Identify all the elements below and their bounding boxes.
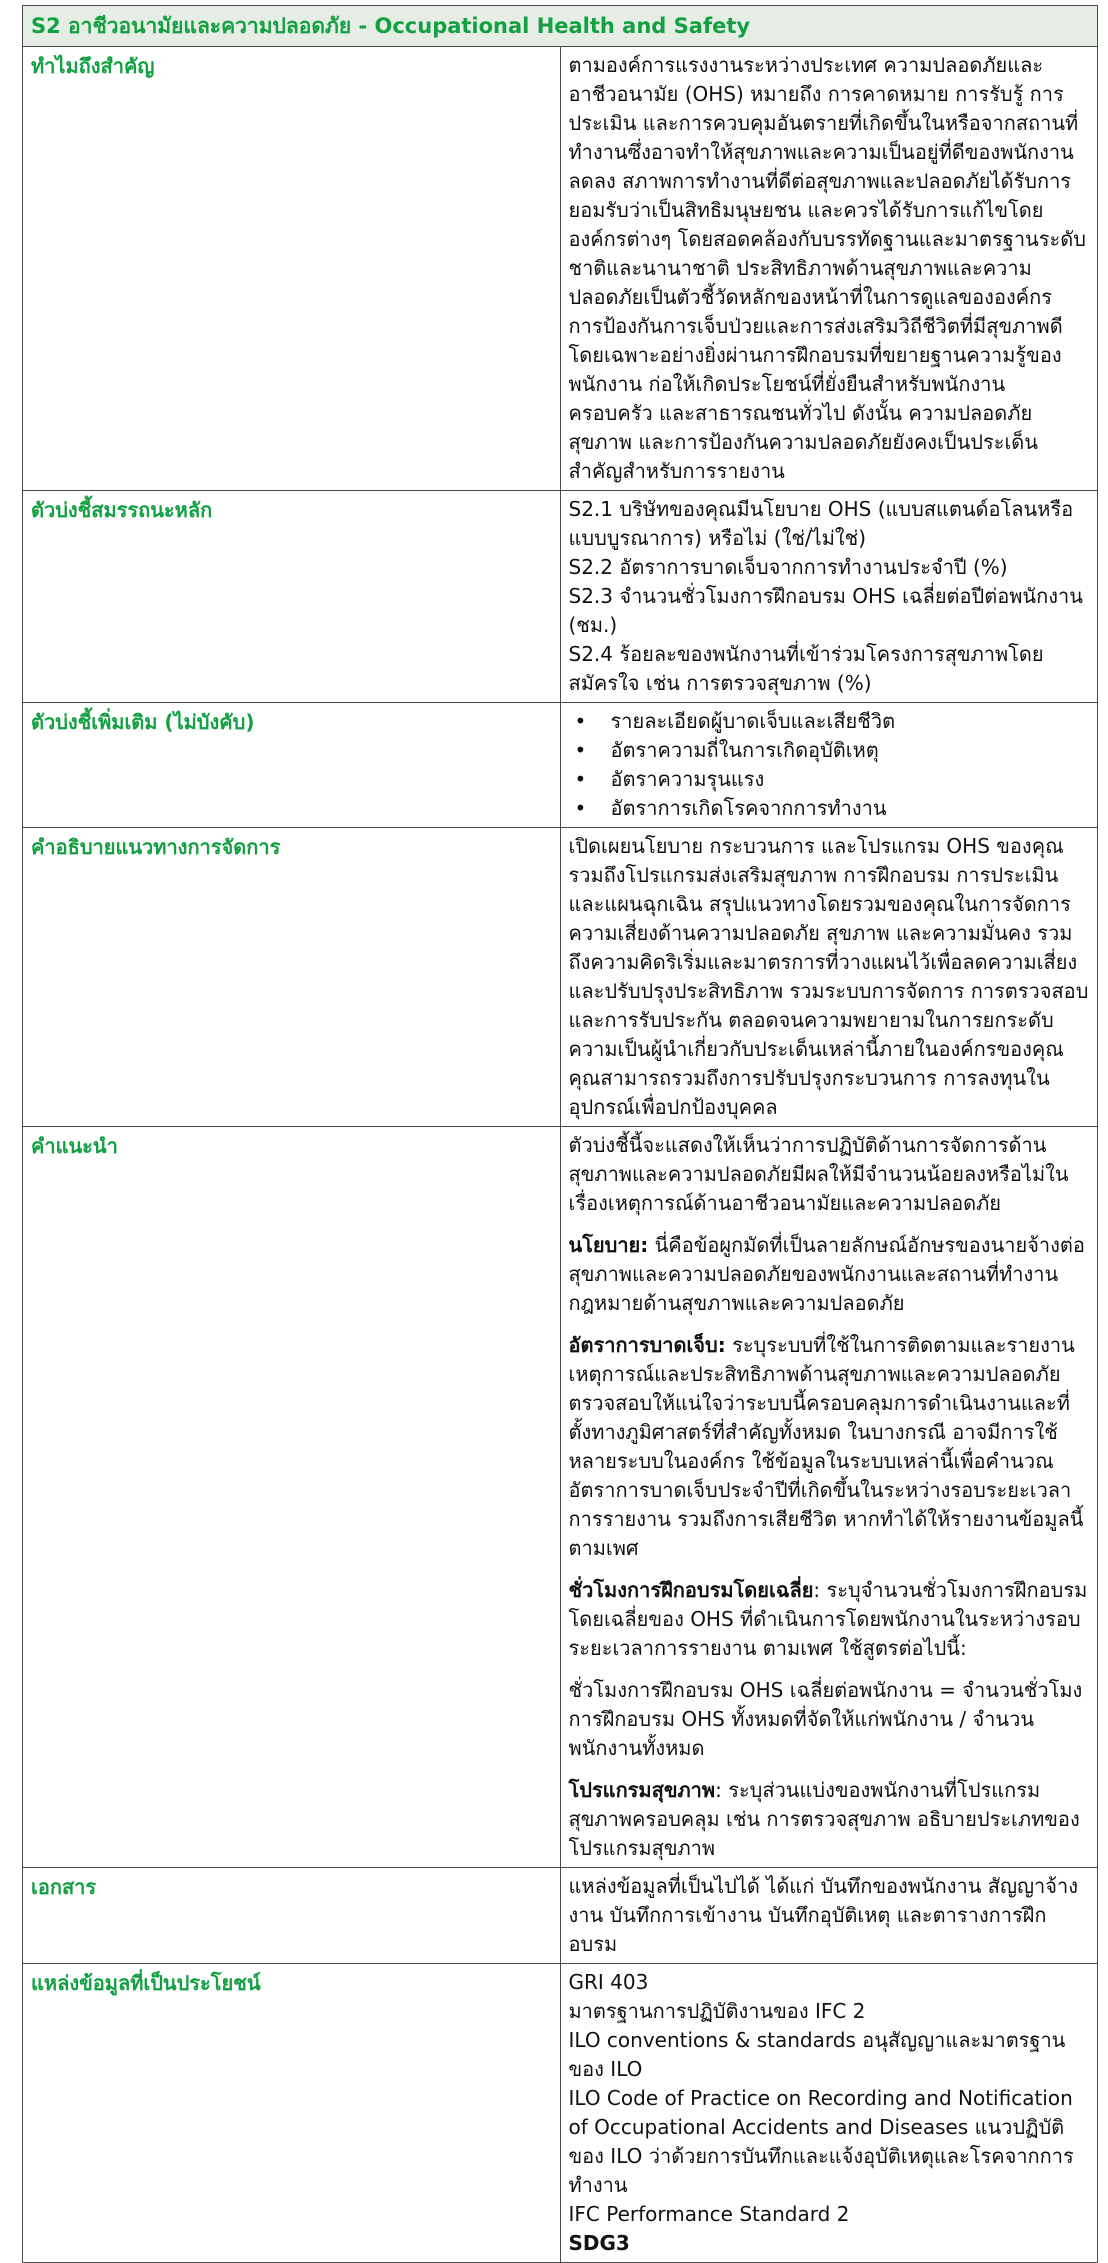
guidance-wellness — [569, 1776, 1090, 1863]
label-core-indicators: ตัวบ่งชี้สมรรถนะหลัก — [23, 491, 561, 703]
content-additional-indicators — [560, 703, 1098, 828]
row-guidance — [23, 1127, 1098, 1868]
wellness-term: โปรแกรมสุขภาพ — [568, 1778, 716, 1802]
additional-indicator-text: อัตราความถี่ในการเกิดอุบัติเหตุ — [610, 738, 879, 762]
content-guidance — [560, 1127, 1098, 1868]
training-hours-text: : ระบุจำนวนชั่วโมงการฝึกอบรมโดยเฉลี่ยของ OHS ที่ดำเนินการโดยพนักงานในระหว่างรอบระยะเวลาการรายงาน ตามเพศ ใช้สูตรต่อไปนี้: — [568, 1578, 1088, 1660]
wellness-text: : ระบุส่วนแบ่งของพนักงานที่โปรแกรมสุขภาพครอบคลุม เช่น การตรวจสุขภาพ อธิบายประเภทของโปรแกรมสุขภาพ — [568, 1778, 1080, 1860]
row-management-approach — [23, 828, 1098, 1127]
additional-indicator-list — [569, 707, 1090, 823]
label-documents: เอกสาร — [23, 1868, 561, 1964]
core-indicator-s2-3: S2.3 จำนวนชั่วโมงการฝึกอบรม OHS เฉลี่ยต่อปีต่อพนักงาน (ชม.) — [568, 584, 1083, 637]
injury-rate-term: อัตราการบาดเจ็บ: — [568, 1333, 726, 1357]
bullet-icon: • — [574, 709, 587, 733]
guidance-policy — [569, 1231, 1090, 1318]
guidance-formula: ชั่วโมงการฝึกอบรม OHS เฉลี่ยต่อพนักงาน = จำนวนชั่วโมงการฝึกอบรม OHS ทั้งหมดที่จัดให้แก่พนักงาน / จำนวนพนักงานทั้งหมด — [568, 1678, 1083, 1760]
resource-item: GRI 403 — [568, 1970, 649, 1994]
bullet-icon: • — [574, 738, 587, 762]
policy-term: นโยบาย: — [568, 1233, 649, 1257]
document-page — [22, 5, 1098, 2263]
policy-text: นี่คือข้อผูกมัดที่เป็นลายลักษณ์อักษรของนายจ้างต่อสุขภาพและความปลอดภัยของพนักงานและสถานที่ทำงาน กฎหมายด้านสุขภาพและความปลอดภัย — [568, 1233, 1085, 1315]
row-why-important — [23, 47, 1098, 491]
resource-item-sdg: SDG3 — [568, 2231, 630, 2255]
content-useful-resources — [560, 1964, 1098, 2263]
additional-indicator-text: รายละเอียดผู้บาดเจ็บและเสียชีวิต — [610, 709, 896, 733]
content-documents — [560, 1868, 1098, 1964]
core-indicator-s2-2: S2.2 อัตราการบาดเจ็บจากการทำงานประจำปี (%) — [568, 555, 1008, 579]
guidance-injury-rate — [569, 1331, 1090, 1563]
guidance-intro: ตัวบ่งชี้นี้จะแสดงให้เห็นว่าการปฏิบัติด้านการจัดการด้านสุขภาพและความปลอดภัยมีผลให้มีจำนวนน้อยลงหรือไม่ในเรื่องเหตุการณ์ด้านอาชีวอนามัยและความปลอดภัย — [568, 1133, 1069, 1215]
bullet-icon: • — [574, 796, 587, 820]
list-item — [569, 707, 1090, 736]
row-core-indicators — [23, 491, 1098, 703]
additional-indicator-text: อัตราการเกิดโรคจากการทำงาน — [610, 796, 887, 820]
indicator-table — [22, 5, 1098, 2263]
management-approach-text: เปิดเผยนโยบาย กระบวนการ และโปรแกรม OHS ของคุณ รวมถึงโปรแกรมส่งเสริมสุขภาพ การฝึกอบรม การประเมินและแผนฉุกเฉิน สรุปแนวทางโดยรวมของคุณในการจัดการความเสี่ยงด้านความปลอดภัย สุขภาพ และความมั่นคง รวมถึงความคิดริเริ่มและมาตรการที่วางแผนไว้เพื่อลดความเสี่ยงและปรับปรุงประสิทธิภาพ รวมระบบการจัดการ การตรวจสอบ และการรับประกัน ตลอดจนความพยายามในการยกระดับความเป็นผู้นำเกี่ยวกับประเด็นเหล่านี้ภายในองค์กรของคุณ คุณสามารถรวมถึงการปรับปรุงกระบวนการ การลงทุนในอุปกรณ์เพื่อปกป้องบุคคล — [568, 834, 1089, 1119]
core-indicator-s2-4: S2.4 ร้อยละของพนักงานที่เข้าร่วมโครงการสุขภาพโดยสมัครใจ เช่น การตรวจสุขภาพ (%) — [568, 642, 1044, 695]
resource-item: ILO conventions & standards อนุสัญญาและมาตรฐานของ ILO — [568, 2028, 1066, 2081]
core-indicator-s2-1: S2.1 บริษัทของคุณมีนโยบาย OHS (แบบสแตนด์อโลนหรือแบบบูรณาการ) หรือไม่ (ใช่/ไม่ใช่) — [568, 497, 1074, 550]
bullet-icon: • — [574, 767, 587, 791]
training-hours-term: ชั่วโมงการฝึกอบรมโดยเฉลี่ย — [568, 1578, 814, 1602]
content-management-approach — [560, 828, 1098, 1127]
why-important-text: ตามองค์การแรงงานระหว่างประเทศ ความปลอดภัยและอาชีวอนามัย (OHS) หมายถึง การคาดหมาย การรับรู้ การประเมิน และการควบคุมอันตรายที่เกิดขึ้นในหรือจากสถานที่ทำงานซึ่งอาจทำให้สุขภาพและความเป็นอยู่ที่ดีของพนักงานลดลง สภาพการทำงานที่ดีต่อสุขภาพและปลอดภัยได้รับการยอมรับว่าเป็นสิทธิมนุษยชน และควรได้รับการแก้ไขโดยองค์กรต่างๆ โดยสอดคล้องกับบรรทัดฐานและมาตรฐานระดับชาติและนานาชาติ ประสิทธิภาพด้านสุขภาพและความปลอดภัยเป็นตัวชี้วัดหลักของหน้าที่ในการดูแลขององค์กร การป้องกันการเจ็บป่วยและการส่งเสริมวิถีชีวิตที่มีสุขภาพดี โดยเฉพาะอย่างยิ่งผ่านการฝึกอบรมที่ขยายฐานความรู้ของพนักงาน ก่อให้เกิดประโยชน์ที่ยั่งยืนสำหรับพนักงาน ครอบครัว และสาธารณชนทั่วไป ดังนั้น ความปลอดภัย สุขภาพ และการป้องกันความปลอดภัยยังคงเป็นประเด็นสำคัญสำหรับการรายงาน — [568, 53, 1086, 483]
list-item — [569, 794, 1090, 823]
label-additional-indicators: ตัวบ่งชี้เพิ่มเติม (ไม่บังคับ) — [23, 703, 561, 828]
resource-item: IFC Performance Standard 2 — [568, 2202, 850, 2226]
row-additional-indicators — [23, 703, 1098, 828]
label-why-important: ทำไมถึงสำคัญ — [23, 47, 561, 491]
label-guidance: คำแนะนำ — [23, 1127, 561, 1868]
title-row — [23, 6, 1098, 47]
row-documents — [23, 1868, 1098, 1964]
resource-item: ILO Code of Practice on Recording and Notification of Occupational Accidents and Diseases แนวปฏิบัติของ ILO ว่าด้วยการบันทึกและแจ้งอุบัติเหตุและโรคจากการทำงาน — [568, 2086, 1074, 2197]
injury-rate-text: ระบุระบบที่ใช้ในการติดตามและรายงานเหตุการณ์และประสิทธิภาพด้านสุขภาพและความปลอดภัย ตรวจสอบให้แน่ใจว่าระบบนี้ครอบคลุมการดำเนินงานและที่ตั้งทางภูมิศาสตร์ที่สำคัญทั้งหมด ในบางกรณี อาจมีการใช้หลายระบบในองค์กร ใช้ข้อมูลในระบบเหล่านี้เพื่อคำนวณอัตราการบาดเจ็บประจำปีที่เกิดขึ้นในระหว่างรอบระยะเวลาการรายงาน รวมถึงการเสียชีวิต หากทำได้ให้รายงานข้อมูลนี้ตามเพศ — [568, 1333, 1084, 1560]
guidance-training-hours — [569, 1576, 1090, 1663]
content-core-indicators — [560, 491, 1098, 703]
content-why-important — [560, 47, 1098, 491]
resource-item: มาตรฐานการปฏิบัติงานของ IFC 2 — [568, 1999, 866, 2023]
label-useful-resources: แหล่งข้อมูลที่เป็นประโยชน์ — [23, 1964, 561, 2263]
label-management-approach: คำอธิบายแนวทางการจัดการ — [23, 828, 561, 1127]
list-item — [569, 736, 1090, 765]
documents-text: แหล่งข้อมูลที่เป็นไปได้ ได้แก่ บันทึกของพนักงาน สัญญาจ้างงาน บันทึกการเข้างาน บันทึกอุบัติเหตุ และตารางการฝึกอบรม — [568, 1874, 1079, 1956]
additional-indicator-text: อัตราความรุนแรง — [610, 767, 765, 791]
section-title: S2 อาชีวอนามัยและความปลอดภัย - Occupational Health and Safety — [23, 6, 1098, 47]
row-useful-resources — [23, 1964, 1098, 2263]
list-item — [569, 765, 1090, 794]
